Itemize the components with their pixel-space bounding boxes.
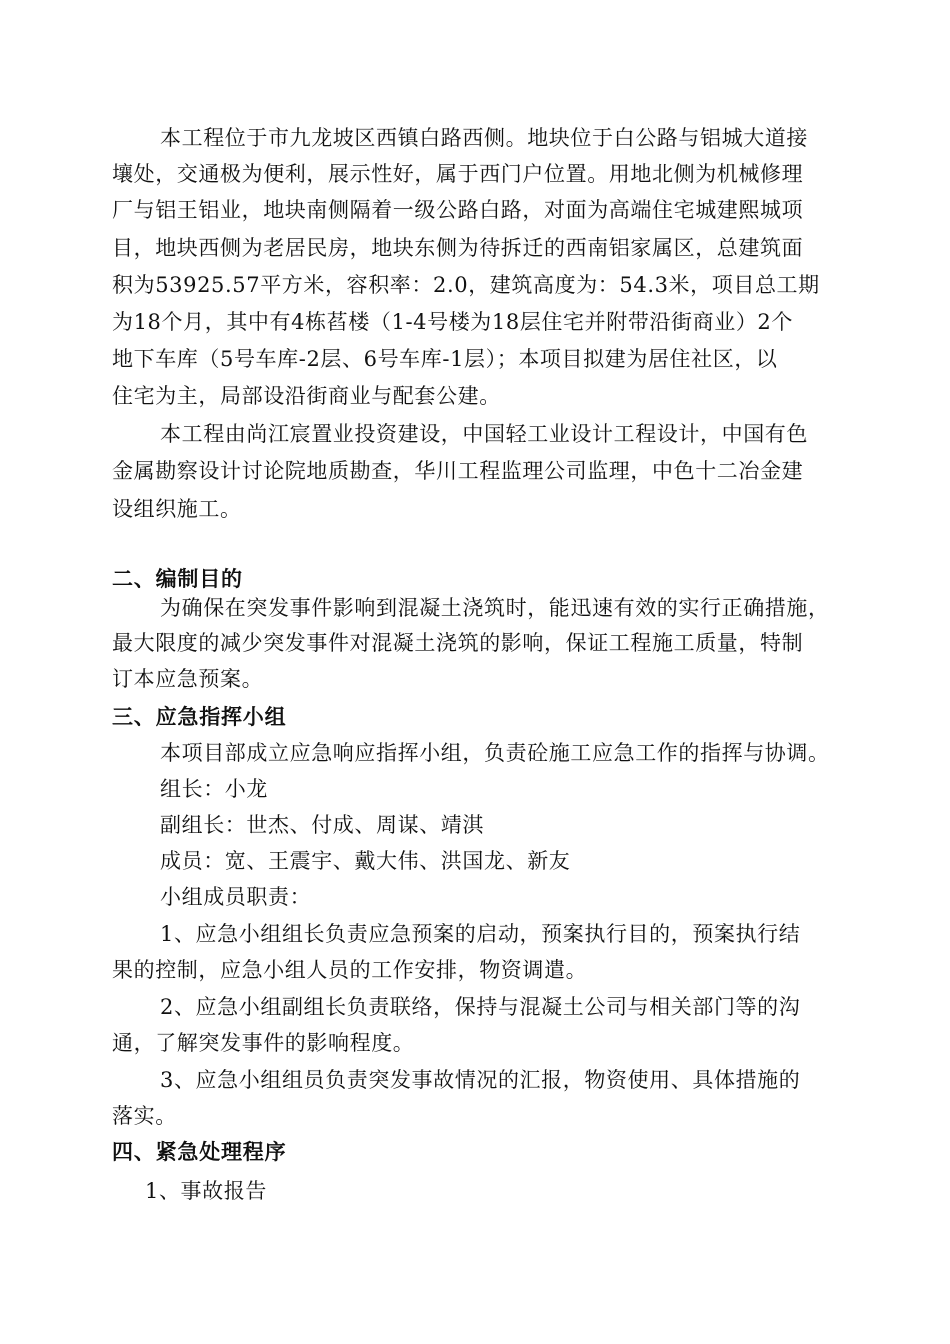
team-leader: 组长：小龙 <box>160 777 268 801</box>
paragraph-line: 本工程位于市九龙坡区西镇白路西侧。地块位于白公路与铝城大道接 <box>160 126 808 150</box>
paragraph-line: 金属勘察设计讨论院地质勘查，华川工程监理公司监理，中色十二冶金建 <box>112 459 804 483</box>
duty-item: 1、应急小组组长负责应急预案的启动，预案执行目的，预案执行结 <box>160 922 801 946</box>
duty-item: 3、应急小组组员负责突发事故情况的汇报，物资使用、具体措施的 <box>160 1068 801 1092</box>
duty-item: 2、应急小组副组长负责联络，保持与混凝土公司与相关部门等的沟 <box>160 995 801 1019</box>
duty-item-cont: 通，了解突发事件的影响程度。 <box>112 1031 415 1055</box>
paragraph-line: 地下车库（5号车库-2层、6号车库-1层）；本项目拟建为居住社区，以 <box>112 347 778 371</box>
list-item: 1、事故报告 <box>145 1179 267 1203</box>
paragraph-line: 订本应急预案。 <box>112 667 264 691</box>
paragraph-line: 壤处，交通极为便利，展示性好，属于西门户位置。用地北侧为机械修理 <box>112 162 804 186</box>
paragraph-line: 本工程由尚江宸置业投资建设，中国轻工业设计工程设计，中国有色 <box>160 422 808 446</box>
team-deputy: 副组长：世杰、付成、周谋、靖淇 <box>160 813 484 837</box>
section-heading: 二、编制目的 <box>112 566 243 591</box>
duties-title: 小组成员职责： <box>160 885 312 909</box>
paragraph-line: 设组织施工。 <box>112 497 242 521</box>
duty-item-cont: 果的控制，应急小组人员的工作安排，物资调遣。 <box>112 958 588 982</box>
paragraph-line: 住宅为主，局部设沿街商业与配套公建。 <box>112 384 501 408</box>
duty-item-cont: 落实。 <box>112 1104 177 1128</box>
paragraph-line: 本项目部成立应急响应指挥小组，负责砼施工应急工作的指挥与协调。 <box>160 741 830 765</box>
paragraph-line: 厂与铝王铝业，地块南侧隔着一级公路白路，对面为高端住宅城建熙城项 <box>112 198 804 222</box>
paragraph-line: 目，地块西侧为老居民房，地块东侧为待拆迁的西南铝家属区，总建筑面 <box>112 236 804 260</box>
paragraph-line: 为确保在突发事件影响到混凝土浇筑时，能迅速有效的实行正确措施， <box>160 596 830 620</box>
section-heading: 三、应急指挥小组 <box>112 704 287 729</box>
section-heading: 四、紧急处理程序 <box>112 1139 287 1164</box>
paragraph-line: 积为53925.57平方米，容积率：2.0，建筑高度为：54.3米，项目总工期 <box>112 273 820 297</box>
paragraph-line: 最大限度的减少突发事件对混凝土浇筑的影响，保证工程施工质量，特制 <box>112 631 804 655</box>
paragraph-line: 为18个月，其中有4栋萏楼（1-4号楼为18层住宅并附带沿街商业）2个 <box>112 310 793 334</box>
team-members: 成员：宽、王震宇、戴大伟、洪国龙、新友 <box>160 849 571 873</box>
